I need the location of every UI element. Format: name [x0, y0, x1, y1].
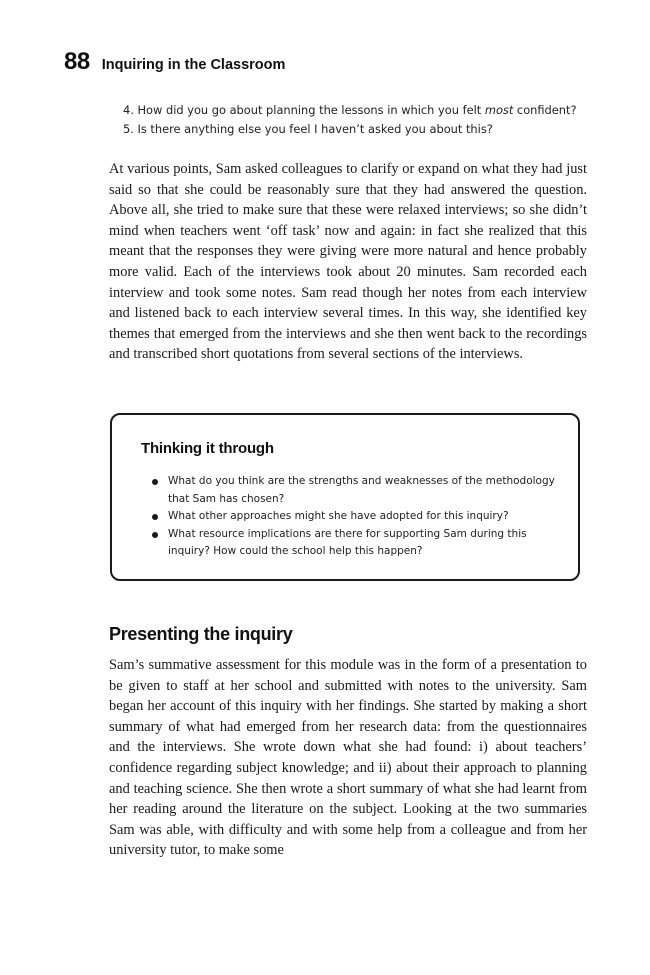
- bullet-icon: [152, 479, 158, 485]
- page-number: 88: [64, 48, 90, 75]
- emphasis-text: most: [484, 103, 514, 117]
- bullet-icon: [152, 532, 158, 538]
- question-item: 4. How did you go about planning the lessons in which you felt most confident?: [123, 103, 577, 117]
- section-heading: Presenting the inquiry: [109, 624, 293, 644]
- question-item: 5. Is there anything else you feel I haven’t asked you about this?: [123, 122, 493, 136]
- bullet-icon: [152, 514, 158, 520]
- body-paragraph: At various points, Sam asked colleagues to clarify or expand on what they had just said so that she could be reasonably sure that they had answered the question. Above all, she tried to make sure that these were relaxed interviews; so she didn’t mind when teachers went ‘off task’ now and again: in fact she realized that this meant that the responses they were giving were more natural and hence probably more valid. Each of the interviews took about 20 minutes. Sam recorded each interview and took some notes. Sam read though her notes from each interview and listened back to each interview several times. In this way, she identified key themes that emerged from the interviews and she then went back to the recordings and transcribed short quotations from several sections of the interviews.: [109, 161, 587, 363]
- callout-item: What other approaches might she have adopted for this inquiry?: [151, 508, 566, 526]
- interview-question-list: [123, 101, 603, 139]
- thinking-it-through-box: [110, 413, 580, 581]
- body-paragraph: Sam’s summative assessment for this module was in the form of a presentation to be given to staff at her school and submitted with notes to the university. Sam began her account of this inquiry with her findings. She started by making a short summary of what had emerged from her research data: from the questionnaires and the interviews. She wrote down what she had found: i) about teachers’ confidence regarding subject knowledge; and ii) about their approach to planning and teaching science. She then wrote a short summary of what she had learnt from her reading around the literature on the subject. Looking at the two summaries Sam was able, with difficulty and with some help from a colleague and from her university tutor, to make some: [109, 657, 587, 859]
- callout-item: What resource implications are there for supporting Sam during this inquiry? How could the school help this happen?: [151, 526, 566, 561]
- callout-bullet-list: [151, 473, 566, 561]
- callout-item: What do you think are the strengths and weaknesses of the methodology that Sam has chosen?: [151, 473, 566, 508]
- running-title: Inquiring in the Classroom: [101, 57, 286, 73]
- callout-title: Thinking it through: [141, 440, 274, 457]
- page-header: [64, 48, 285, 76]
